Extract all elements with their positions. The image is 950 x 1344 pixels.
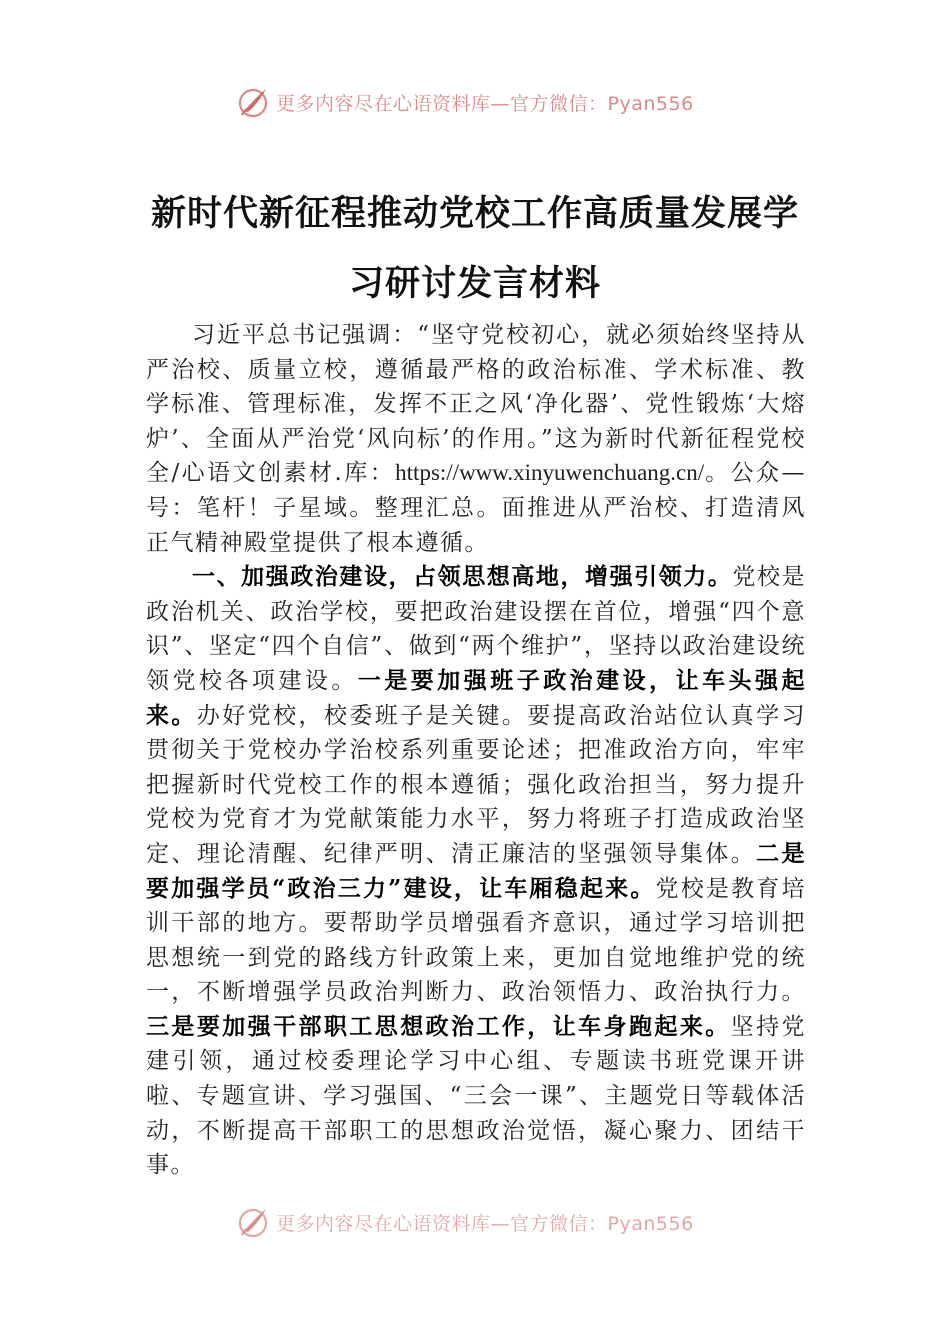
document-title-line-2: 习研讨发言材料 [348, 263, 601, 304]
section-text-4: 坚持党建引领，通过校委理论学习中心组、专题读书班党课开讲啦、专题宣讲、学习强国、“三会一课”、主题党日等载体活动，不断提高干部职工的思想政治觉悟，凝心聚力、团结干事。 [146, 1013, 807, 1179]
document-title-line-1: 新时代新征程推动党校工作高质量发展学 [150, 193, 799, 234]
pen-quill-logo-icon [236, 85, 270, 119]
source-url: https://www.xinyuwenchuang.cn/ [395, 460, 705, 486]
intro-text: 习近平总书记强调：“坚守党校初心，就必须始终坚持从严治校、质量立校，遵循最严格的政治标准、学术标准、教学标准、管理标准，发挥不正之风‘净化器’、党性锻炼‘大熔炉’、全面从严治党‘风向标’的作用。”这为新时代新征程党校全/心语文创素材.库： [146, 322, 806, 487]
watermark-footer [236, 1204, 694, 1240]
watermark-header [236, 84, 694, 120]
section-text-1: 党校是政治机关、政治学校，要把政治建设摆在首位，增强“四个意识”、坚定“四个自信”、做到“两个维护”，坚持以政治建设统领党校各项建设。 [146, 564, 806, 694]
section-text-3: 党校是教育培训干部的地方。要帮助学员增强看齐意识，通过学习培训把思想统一到党的路线方针政策上来，更加自觉地维护党的统一，不断增强学员政治判断力、政治领悟力、政治执行力。 [146, 875, 806, 1006]
document-body [146, 318, 806, 1183]
intro-closing-text: 。公众—号：笔杆！子星域。整理汇总。面推进从严治校、打造清风正气精神殿堂提供了根本遵循。 [146, 460, 806, 556]
watermark-text: 更多内容尽在心语资料库—官方微信：Pyan556 [276, 92, 694, 115]
paragraph-section-1 [146, 560, 806, 1183]
pen-quill-logo-icon [236, 1205, 270, 1239]
bold-point-1: 一是要加强班子政治建设，让车头强起来。 [146, 666, 807, 729]
bold-point-2: 二是要加强学员“政治三力”建设，让车厢稳起来。 [146, 839, 807, 902]
watermark-text: 更多内容尽在心语资料库—官方微信：Pyan556 [276, 1212, 694, 1235]
bold-point-3: 三是要加强干部职工思想政治工作，让车身跑起来。 [146, 1012, 731, 1040]
section-heading: 一、加强政治建设，占领思想高地，增强引领力。 [192, 563, 733, 591]
paragraph-intro [146, 318, 806, 560]
section-text-2: 办好党校，校委班子是关键。要提高政治站位认真学习贯彻关于党校办学治校系列重要论述；把准政治方向，牢牢把握新时代党校工作的根本遵循；强化政治担当，努力提升党校为党育才为党献策能力水平，努力将班子打造成政治坚定、理论清醒、纪律严明、清正廉洁的坚强领导集体。 [146, 702, 807, 867]
